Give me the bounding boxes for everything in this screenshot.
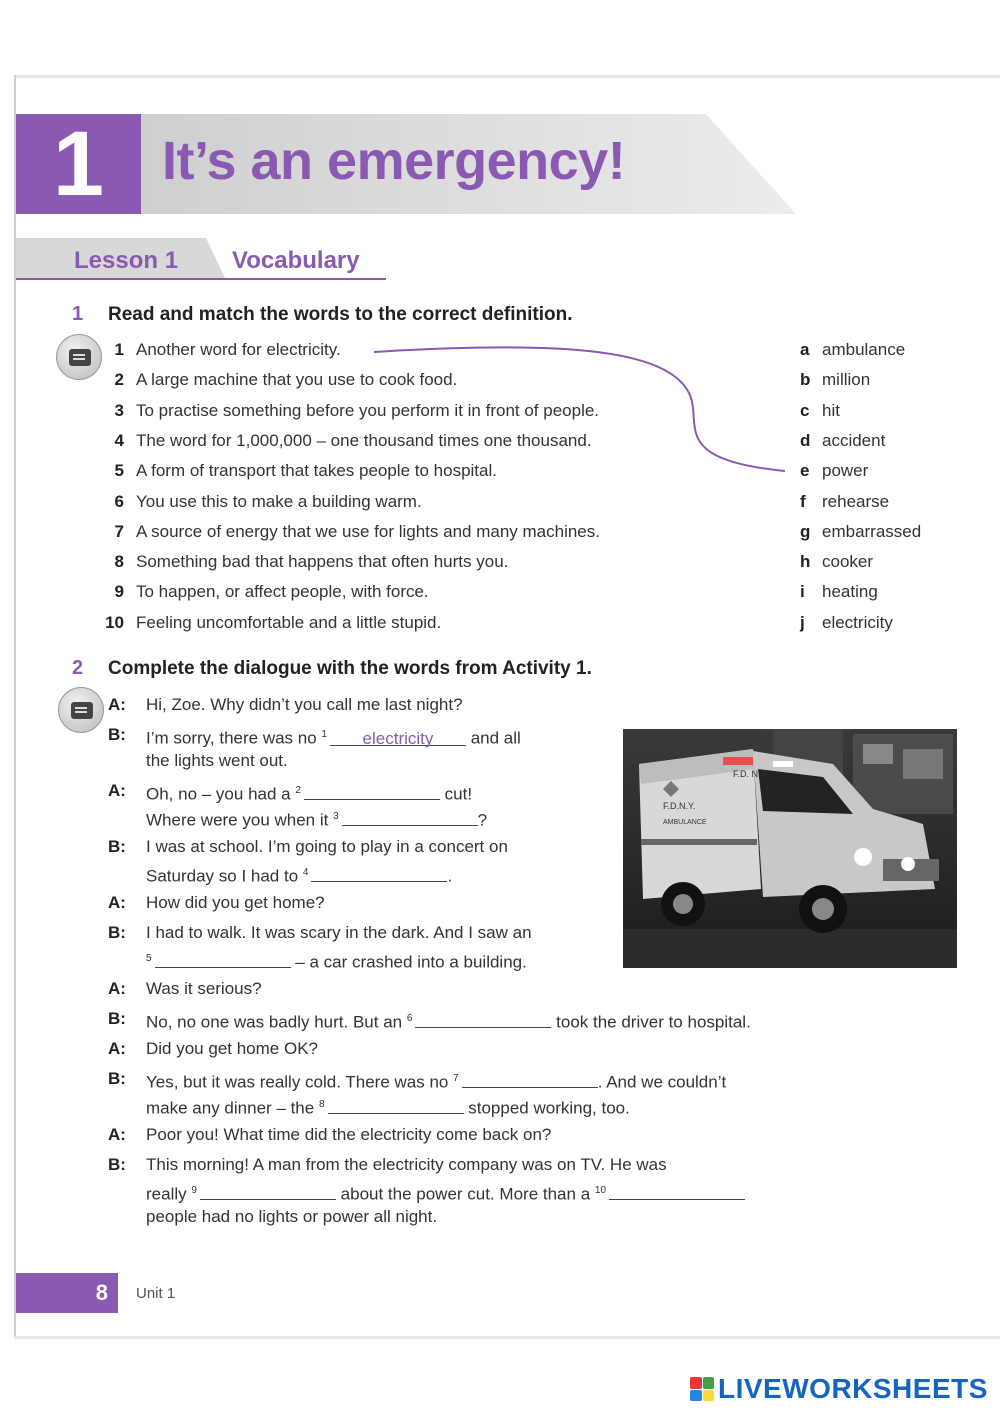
definition-text: Another word for electricity.: [136, 340, 341, 359]
definition-item[interactable]: [96, 335, 341, 365]
line-text: really: [146, 1184, 187, 1204]
line-text: Was it serious?: [146, 979, 262, 998]
definition-number: 6: [114, 491, 124, 511]
line-text: stopped working, too.: [468, 1098, 630, 1118]
lesson-topic: Vocabulary: [232, 247, 360, 274]
speaker-a: A:: [108, 1039, 126, 1058]
speaker-b: B:: [108, 1155, 126, 1174]
audio-cd-icon[interactable]: [58, 687, 104, 733]
page-border-top: [14, 75, 1000, 78]
line-text: Poor you! What time did the electricity come back on?: [146, 1125, 552, 1144]
definition-text: The word for 1,000,000 – one thousand times one thousand.: [136, 430, 592, 450]
word-text: accident: [822, 430, 886, 450]
definition-text: You use this to make a building warm.: [136, 491, 422, 511]
gap-number: 1: [321, 729, 327, 740]
speaker-b: B:: [108, 1069, 126, 1088]
answer-blank-3[interactable]: [342, 806, 478, 826]
definition-number: 5: [114, 461, 124, 481]
liveworksheets-logo[interactable]: [690, 1372, 988, 1406]
word-item[interactable]: [800, 426, 885, 456]
answer-blank-7[interactable]: [462, 1068, 598, 1088]
gap-number: 5: [146, 953, 152, 964]
gap-number: 2: [295, 785, 301, 796]
speaker-a: A:: [108, 695, 126, 714]
line-text: No, no one was badly hurt. But an: [146, 1012, 403, 1032]
definition-item[interactable]: [96, 547, 508, 577]
word-item[interactable]: [800, 608, 893, 638]
line-text: the lights went out.: [146, 751, 288, 770]
definition-text: A large machine that you use to cook food.: [136, 370, 458, 390]
line-text: How did you get home?: [146, 893, 325, 912]
definition-text: To practise something before you perform it in front of people.: [136, 400, 600, 420]
match-line: [370, 340, 790, 480]
definition-number: 1: [114, 340, 124, 359]
line-text: make any dinner – the: [146, 1098, 315, 1118]
speaker-b: B:: [108, 923, 126, 942]
speaker-a: A:: [108, 893, 126, 912]
speaker-b: B:: [108, 1009, 126, 1028]
gap-number: 7: [453, 1073, 459, 1084]
answer-blank-5[interactable]: [155, 948, 291, 968]
word-letter: j: [800, 612, 805, 632]
answer-blank-10[interactable]: [609, 1180, 745, 1200]
word-item[interactable]: [800, 547, 873, 577]
word-text: ambulance: [822, 340, 906, 359]
line-text: ?: [477, 810, 488, 830]
line-text: I had to walk. It was scary in the dark. And I saw an: [146, 923, 532, 942]
word-item[interactable]: [800, 577, 878, 607]
word-item[interactable]: [800, 517, 921, 547]
line-text: – a car crashed into a building.: [295, 952, 527, 972]
word-item[interactable]: [800, 487, 889, 517]
answer-blank-8[interactable]: [328, 1094, 464, 1114]
definition-text: A form of transport that takes people to hospital.: [136, 461, 497, 481]
unit-title: It’s an emergency!: [162, 131, 626, 191]
line-text: .: [447, 866, 453, 886]
line-text: This morning! A man from the electricity company was on TV. He was: [146, 1155, 667, 1174]
speaker-a: A:: [108, 1125, 126, 1144]
word-text: heating: [822, 582, 878, 602]
definition-number: 3: [114, 400, 124, 420]
activity2-number: 2: [72, 657, 84, 679]
ambulance-photo: [623, 729, 957, 968]
answer-blank-4[interactable]: [311, 862, 447, 882]
speaker-a: A:: [108, 781, 126, 800]
line-text: I’m sorry, there was no: [146, 728, 317, 748]
word-item[interactable]: [800, 365, 870, 395]
definition-text: Feeling uncomfortable and a little stupid.: [136, 612, 442, 632]
definition-item[interactable]: [96, 517, 600, 547]
line-text: Yes, but it was really cold. There was no: [146, 1072, 449, 1092]
word-item[interactable]: [800, 456, 868, 486]
line-text: I was at school. I’m going to play in a concert on: [146, 837, 508, 856]
definition-number: 10: [105, 612, 124, 632]
word-item[interactable]: [800, 396, 840, 426]
gap-number: 10: [594, 1185, 607, 1196]
line-text: cut!: [444, 784, 473, 804]
gap-number: 6: [406, 1013, 413, 1024]
word-text: embarrassed: [822, 521, 922, 541]
liveworksheets-icon: [690, 1377, 714, 1401]
definition-text: Something bad that happens that often hurts you.: [136, 552, 509, 572]
activity1-instruction: Read and match the words to the correct definition.: [108, 304, 573, 325]
definition-item[interactable]: [96, 577, 429, 607]
word-text: million: [822, 370, 871, 390]
definition-item[interactable]: [96, 487, 422, 517]
ambulance-label: F.D. N.Y.: [733, 769, 768, 779]
word-text: rehearse: [822, 491, 890, 511]
ambulance-label: F.D.N.Y.: [663, 801, 696, 811]
brand-name: LIVEWORKSHEETS: [718, 1373, 988, 1404]
word-text: electricity: [822, 612, 893, 632]
definition-number: 2: [114, 370, 124, 390]
unit-label: Unit 1: [136, 1285, 176, 1302]
line-text: took the driver to hospital.: [556, 1012, 751, 1032]
gap-number: 3: [333, 811, 339, 822]
page-border-bottom: [14, 1336, 1000, 1339]
definition-number: 7: [114, 521, 124, 541]
definition-number: 8: [114, 552, 124, 572]
activity2-instruction: Complete the dialogue with the words from Activity 1.: [108, 658, 592, 679]
line-text: Hi, Zoe. Why didn’t you call me last night?: [146, 695, 463, 714]
answer-blank-1[interactable]: electricity: [330, 726, 466, 746]
line-text: Where were you when it: [146, 810, 329, 830]
word-letter: f: [800, 491, 806, 511]
word-text: power: [822, 461, 869, 481]
line-text: Did you get home OK?: [146, 1039, 318, 1058]
word-item[interactable]: [800, 335, 905, 365]
word-letter: c: [800, 400, 810, 420]
speaker-a: A:: [108, 979, 126, 998]
word-letter: i: [800, 582, 805, 602]
definition-text: To happen, or affect people, with force.: [136, 582, 429, 602]
word-text: hit: [822, 400, 840, 420]
definition-number: 9: [114, 582, 124, 602]
word-letter: h: [800, 552, 811, 572]
line-text: about the power cut. More than a: [340, 1184, 591, 1204]
lesson-label: Lesson 1: [74, 247, 179, 274]
gap-number: 4: [302, 867, 309, 878]
line-text: people had no lights or power all night.: [146, 1207, 438, 1226]
line-text: and all: [470, 728, 521, 748]
speaker-b: B:: [108, 837, 126, 856]
page-number: 8: [16, 1273, 118, 1313]
line-text: . And we couldn’t: [597, 1072, 727, 1092]
word-letter: e: [800, 461, 810, 481]
word-letter: g: [800, 521, 811, 541]
gap-number: 8: [318, 1099, 325, 1110]
answer-blank-9[interactable]: [200, 1180, 336, 1200]
definition-text: A source of energy that we use for lights and many machines.: [136, 521, 600, 541]
definition-item[interactable]: [96, 608, 441, 638]
word-letter: d: [800, 430, 811, 450]
gap-number: 9: [191, 1185, 197, 1196]
answer-blank-2[interactable]: [304, 780, 440, 800]
line-text: Oh, no – you had a: [146, 784, 291, 804]
activity1-number: 1: [72, 303, 84, 325]
unit-number: 1: [16, 114, 141, 214]
speaker-b: B:: [108, 725, 126, 744]
ambulance-label: AMBULANCE: [663, 819, 707, 826]
word-text: cooker: [822, 552, 874, 572]
line-text: Saturday so I had to: [146, 866, 299, 886]
definition-number: 4: [114, 430, 124, 450]
word-letter: a: [800, 340, 810, 359]
answer-blank-6[interactable]: [415, 1008, 551, 1028]
word-letter: b: [800, 370, 811, 390]
